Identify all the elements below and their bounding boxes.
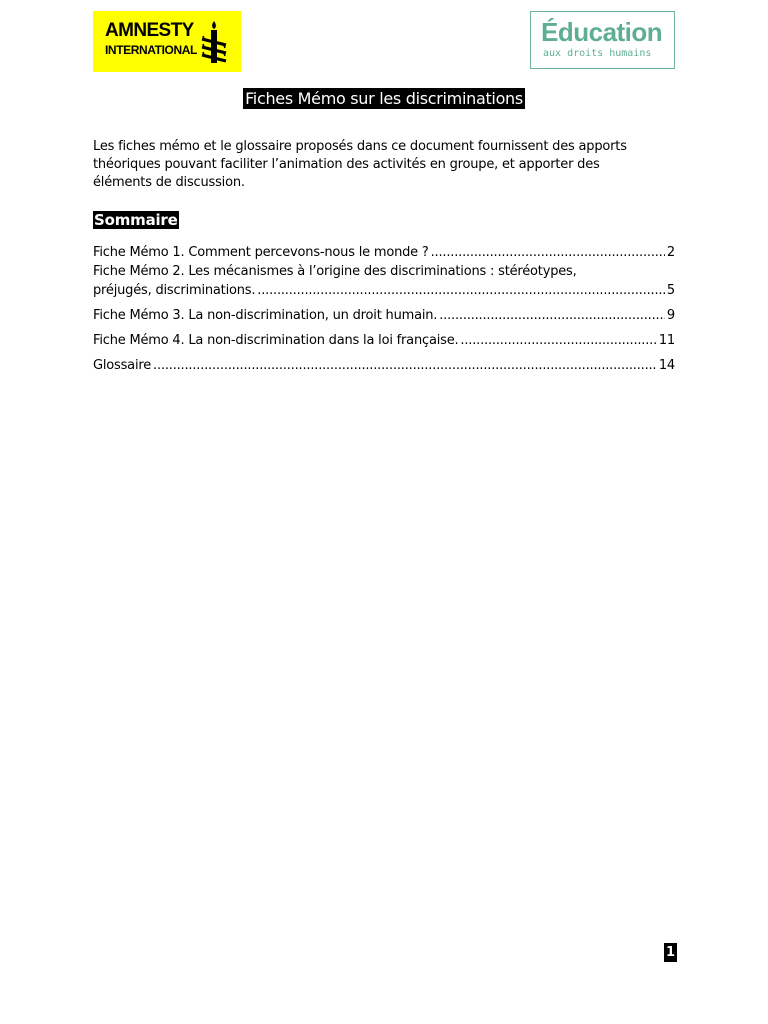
sommaire-heading	[93, 210, 179, 229]
toc-entry-5[interactable]	[93, 356, 675, 375]
toc-entry-2[interactable]	[93, 262, 675, 300]
toc-entry-page: 5	[666, 283, 675, 298]
toc-entry-label: Fiche Mémo 4. La non-discrimination dans la loi française.	[93, 333, 459, 348]
education-logo	[530, 11, 675, 69]
toc-leader-dots	[460, 331, 656, 350]
document-title-text: Fiches Mémo sur les discriminations	[245, 89, 523, 108]
toc-entry-page: 14	[658, 358, 675, 373]
toc-entry-label: Glossaire	[93, 358, 152, 373]
toc-entry-4[interactable]	[93, 331, 675, 350]
document-title	[0, 89, 768, 108]
toc-entry-page: 9	[666, 308, 675, 323]
toc-entry-label: préjugés, discriminations.	[93, 283, 256, 298]
toc-leader-dots	[439, 306, 665, 325]
toc-leader-dots	[153, 356, 657, 375]
candle-barbed-wire-icon	[199, 19, 229, 67]
toc-entry-1[interactable]	[93, 243, 675, 262]
toc-entry-2-line2	[93, 281, 675, 300]
intro-paragraph: Les fiches mémo et le glossaire proposés dans ce document fournissent des apports théoriques pouvant faciliter l’animation des activités en groupe, et apporter des éléments de discussion.	[93, 139, 627, 190]
toc-leader-dots	[257, 281, 665, 300]
amnesty-logo	[93, 11, 241, 72]
toc-entry-label: Fiche Mémo 1. Comment percevons-nous le monde ?	[93, 245, 429, 260]
toc-entry-label: Fiche Mémo 3. La non-discrimination, un droit humain.	[93, 308, 438, 323]
amnesty-logo-line2: INTERNATIONAL	[105, 43, 197, 57]
toc-leader-dots	[431, 243, 665, 262]
toc-entry-label-line1: Fiche Mémo 2. Les mécanismes à l’origine des discriminations : stéréotypes,	[93, 264, 577, 279]
sommaire-heading-text: Sommaire	[94, 211, 178, 229]
amnesty-logo-line1: AMNESTY	[105, 20, 194, 41]
toc-entry-page: 2	[666, 245, 675, 260]
education-logo-subtitle: aux droits humains	[543, 48, 652, 59]
table-of-contents	[93, 243, 675, 375]
education-logo-title: Éducation	[541, 17, 663, 47]
page-number: 1	[666, 945, 676, 960]
toc-entry-3[interactable]	[93, 306, 675, 325]
toc-entry-page: 11	[658, 333, 675, 348]
